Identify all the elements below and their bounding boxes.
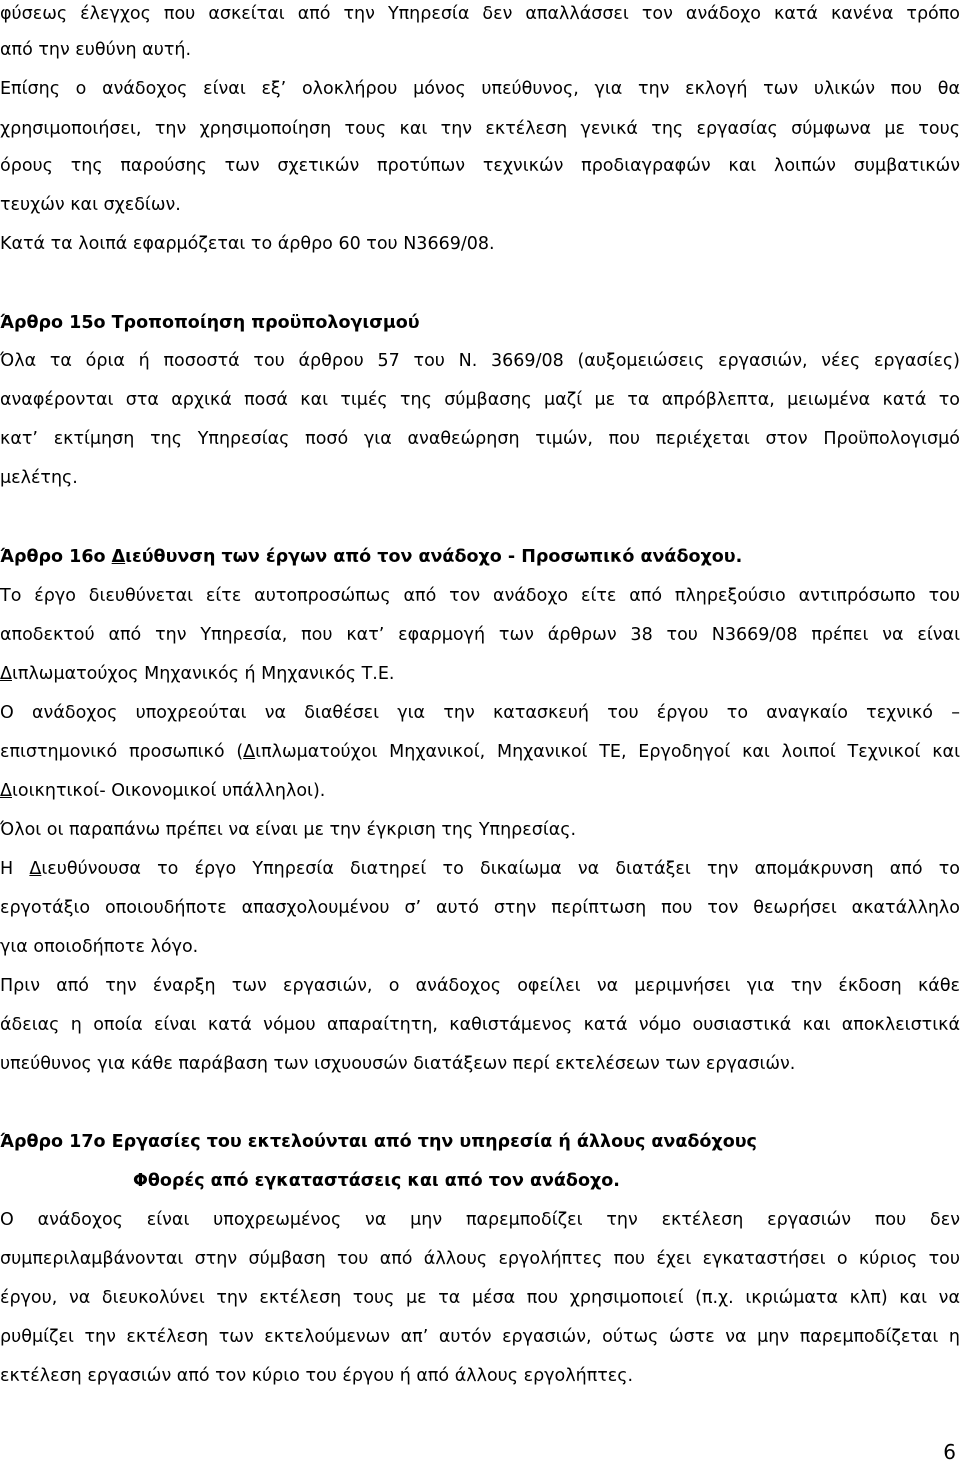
body-line: εργοτάξιο οποιουδήποτε απασχολουμένου σ’ αυτό στην περίπτωση που τον θεωρήσει ακατάλληλο — [0, 898, 960, 918]
body-line: έργου, να διευκολύνει την εκτέλεση τους με τα μέσα που χρησιμοποιεί (π.χ. ικριώματα κλπ) και να — [0, 1288, 960, 1308]
article-16-heading — [0, 545, 960, 569]
underlined-letter: Δ — [243, 742, 256, 762]
body-line: από την ευθύνη αυτή. — [0, 40, 192, 60]
body-line: Πριν από την έναρξη των εργασιών, ο ανάδοχος οφείλει να μεριμνήσει για την έκδοση κάθε — [0, 976, 960, 996]
line-rest: ιπλωματούχος Μηχανικός ή Μηχανικός Τ.Ε. — [11, 664, 395, 684]
article-17-heading: Άρθρο 17ο Εργασίες του εκτελούνται από την υπηρεσία ή άλλους αναδόχους — [0, 1132, 757, 1152]
body-line: συμπεριλαμβάνονται στην σύμβαση του από άλλους εργολήπτες που έχει εγκαταστήσει ο κύριος του — [0, 1249, 960, 1269]
body-line: κατ’ εκτίμηση της Υπηρεσίας ποσό για αναθεώρηση τιμών, που περιέχεται στον Προϋπολογισμό — [0, 429, 960, 449]
body-line: αποδεκτού από την Υπηρεσία, που κατ’ εφαρμογή των άρθρων 38 του Ν3669/08 πρέπει να είναι — [0, 625, 960, 645]
heading-prefix: Άρθρο 16ο — [0, 547, 112, 567]
body-line: για οποιοδήποτε λόγο. — [0, 937, 199, 957]
body-line — [0, 857, 960, 881]
body-line — [0, 662, 960, 686]
line-rest: ιοικητικοί- Οικονομικοί υπάλληλοι). — [11, 781, 326, 801]
body-line: Όλοι οι παραπάνω πρέπει να είναι με την έγκριση της Υπηρεσίας. — [0, 820, 577, 840]
body-line: Ο ανάδοχος υποχρεούται να διαθέσει για την κατασκευή του έργου το αναγκαίο τεχνικό – — [0, 703, 960, 723]
heading-rest: ιεύθυνση των έργων από τον ανάδοχο - Προσωπικό ανάδοχου. — [125, 547, 743, 567]
body-line: Επίσης ο ανάδοχος είναι εξ’ ολοκλήρου μόνος υπεύθυνος, για την εκλογή των υλικών που θα — [0, 79, 960, 99]
body-line: Κατά τα λοιπά εφαρμόζεται το άρθρο 60 του Ν3669/08. — [0, 234, 495, 254]
article-15-heading: Άρθρο 15ο Τροποποίηση προϋπολογισμού — [0, 313, 420, 333]
article-17-subheading: Φθορές από εγκαταστάσεις και από τον ανάδοχο. — [133, 1171, 620, 1191]
body-line — [0, 740, 960, 764]
underlined-letter: Δ — [0, 781, 12, 801]
body-line: χρησιμοποιήσει, την χρησιμοποίηση τους και την εκτέλεση γενικά της εργασίας σύμφωνα με τους — [0, 119, 960, 139]
body-line: ρυθμίζει την εκτέλεση των εκτελούμενων απ’ αυτόν εργασιών, ούτως ώστε να μην παρεμποδίζεται η — [0, 1327, 960, 1347]
body-line: υπεύθυνος για κάθε παράβαση των ισχυουσών διατάξεων περί εκτελέσεων των εργασιών. — [0, 1054, 796, 1074]
body-line: όρους της παρούσης των σχετικών προτύπων τεχνικών προδιαγραφών και λοιπών συμβατικών — [0, 156, 960, 176]
heading-underlined-letter: Δ — [111, 547, 126, 567]
body-line: Το έργο διευθύνεται είτε αυτοπροσώπως από τον ανάδοχο είτε από πληρεξούσιο αντιπρόσωπο του — [0, 586, 960, 606]
underlined-letter: Δ — [0, 664, 12, 684]
body-line: τευχών και σχεδίων. — [0, 195, 181, 215]
underlined-letter: Δ — [29, 859, 42, 879]
body-line: Ο ανάδοχος είναι υποχρεωμένος να μην παρεμποδίζει την εκτέλεση εργασιών που δεν — [0, 1210, 960, 1230]
body-line: αναφέρονται στα αρχικά ποσά και τιμές της σύμβασης μαζί με τα απρόβλεπτα, μειωμένα κατά το — [0, 390, 960, 410]
body-line: μελέτης. — [0, 468, 78, 488]
line-part: ιπλωματούχοι Μηχανικοί, Μηχανικοί ΤΕ, Εργοδηγοί και λοιποί Τεχνικοί και — [255, 742, 960, 762]
body-line: φύσεως έλεγχος που ασκείται από την Υπηρεσία δεν απαλλάσσει τον ανάδοχο κατά κανένα τρόπο — [0, 4, 960, 24]
body-line: εκτέλεση εργασιών από τον κύριο του έργου ή από άλλους εργολήπτες. — [0, 1366, 634, 1386]
line-part: επιστημονικό προσωπικό ( — [0, 742, 244, 762]
line-part: Η — [0, 859, 30, 879]
line-part: ιευθύνουσα το έργο Υπηρεσία διατηρεί το δικαίωμα να διατάξει την απομάκρυνση από το — [41, 859, 960, 879]
body-line — [0, 779, 960, 803]
body-line: άδειας η οποία είναι κατά νόμου απαραίτητη, καθιστάμενος κατά νόμο ουσιαστικά και αποκλειστικά — [0, 1015, 960, 1035]
page-number: 6 — [943, 1440, 956, 1464]
body-line: Όλα τα όρια ή ποσοστά του άρθρου 57 του Ν. 3669/08 (αυξομειώσεις εργασιών, νέες εργασίες) — [0, 351, 960, 371]
